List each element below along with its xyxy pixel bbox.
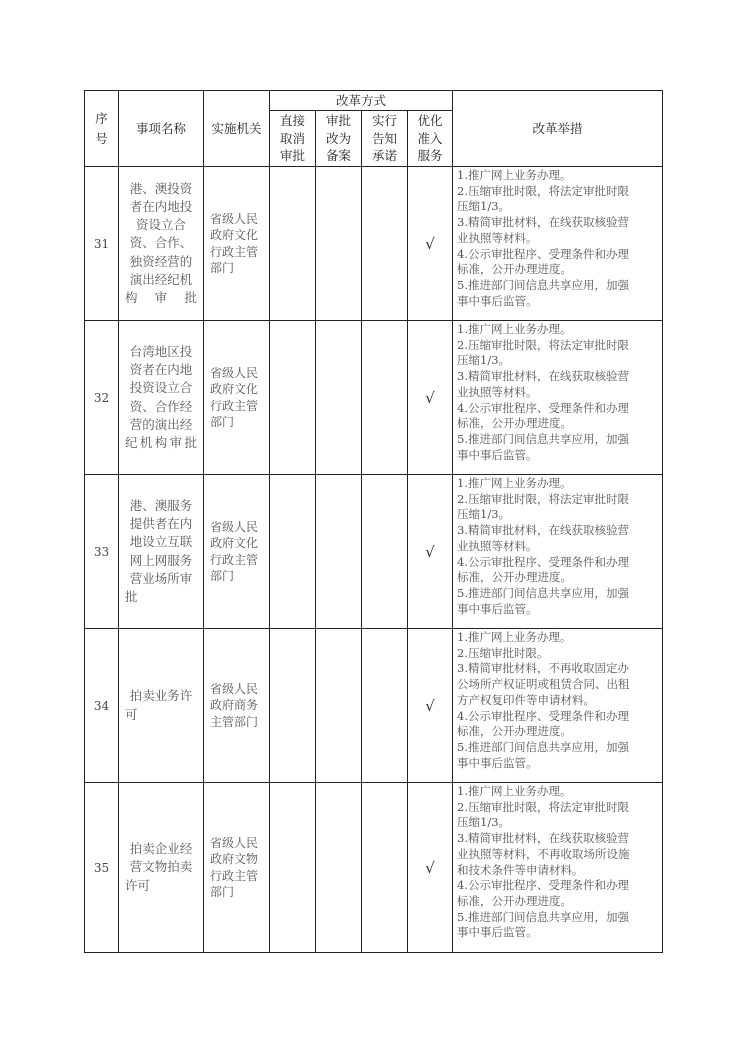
- row-agency: 省级人民政府文物行政主管部门: [204, 783, 270, 953]
- row-seq: 31: [85, 167, 119, 321]
- row-item-name: 港、澳投资者在内地投资设立合资、合作、独资经营的演出经纪机构审批: [119, 167, 204, 321]
- row-method-record: [316, 783, 362, 953]
- row-method-record: [316, 321, 362, 475]
- row-check-mark: √: [408, 167, 453, 321]
- row-method-notify: [362, 475, 408, 629]
- row-check-mark: √: [408, 321, 453, 475]
- row-item-name: 拍卖业务许可: [119, 629, 204, 783]
- header-method-cancel: 直接取消审批: [270, 111, 316, 167]
- row-method-notify: [362, 629, 408, 783]
- row-measures: 1.推广网上业务办理。 2.压缩审批时限，将法定审批时限 压缩1/3。 3.精简审批材料，在线获取核验营 业执照等材料。 4.公示审批程序、受理条件和办理 标准，公开办理进度。 5.推进部门间信息共享应用，加强 事中事后监管。: [453, 475, 663, 629]
- row-method-cancel: [270, 629, 316, 783]
- row-measures: 1.推广网上业务办理。 2.压缩审批时限，将法定审批时限 压缩1/3。 3.精简审批材料，在线获取核验营 业执照等材料。 4.公示审批程序、受理条件和办理 标准，公开办理进度。 5.推进部门间信息共享应用，加强 事中事后监管。: [453, 321, 663, 475]
- row-method-record: [316, 629, 362, 783]
- row-agency: 省级人民政府文化行政主管部门: [204, 321, 270, 475]
- header-measures: 改革举措: [453, 91, 663, 167]
- row-method-cancel: [270, 783, 316, 953]
- table-row: [85, 475, 663, 629]
- header-method-notify: 实行告知承诺: [362, 111, 408, 167]
- header-agency: 实施机关: [204, 91, 270, 167]
- row-check-mark: √: [408, 475, 453, 629]
- header-seq: 序号: [85, 91, 119, 167]
- row-method-record: [316, 475, 362, 629]
- row-measures: 1.推广网上业务办理。 2.压缩审批时限，将法定审批时限 压缩1/3。 3.精简审批材料，在线获取核验营 业执照等材料。 4.公示审批程序、受理条件和办理 标准，公开办理进度。 5.推进部门间信息共享应用，加强 事中事后监管。: [453, 167, 663, 321]
- row-agency: 省级人民政府文化行政主管部门: [204, 475, 270, 629]
- row-item-name: 拍卖企业经营文物拍卖许可: [119, 783, 204, 953]
- row-method-cancel: [270, 167, 316, 321]
- row-agency: 省级人民政府文化行政主管部门: [204, 167, 270, 321]
- row-check-mark: √: [408, 629, 453, 783]
- row-item-name: 台湾地区投资者在内地投资设立合资、合作经营的演出经纪机构审批: [119, 321, 204, 475]
- reform-table: [84, 90, 663, 953]
- row-method-notify: [362, 167, 408, 321]
- table-row: [85, 321, 663, 475]
- row-seq: 34: [85, 629, 119, 783]
- table-row: [85, 783, 663, 953]
- row-check-mark: √: [408, 783, 453, 953]
- row-method-notify: [362, 321, 408, 475]
- row-method-notify: [362, 783, 408, 953]
- table-row: [85, 167, 663, 321]
- table-row: [85, 629, 663, 783]
- row-item-name: 港、澳服务提供者在内地设立互联网上网服务营业场所审批: [119, 475, 204, 629]
- row-seq: 33: [85, 475, 119, 629]
- row-agency: 省级人民政府商务主管部门: [204, 629, 270, 783]
- row-measures: 1.推广网上业务办理。 2.压缩审批时限。 3.精简审批材料，不再收取固定办 公场所产权证明或租赁合同、出租 方产权复印件等申请材料。 4.公示审批程序、受理条件和办理 标准，公开办理进度。 5.推进部门间信息共享应用，加强 事中事后监管。: [453, 629, 663, 783]
- row-method-record: [316, 167, 362, 321]
- row-method-cancel: [270, 475, 316, 629]
- row-method-cancel: [270, 321, 316, 475]
- row-seq: 32: [85, 321, 119, 475]
- header-method-optimize: 优化准入服务: [408, 111, 453, 167]
- row-measures: 1.推广网上业务办理。 2.压缩审批时限，将法定审批时限 压缩1/3。 3.精简审批材料，在线获取核验营 业执照等材料，不再收取场所设施 和技术条件等申请材料。 4.公示审批程序、受理条件和办理 标准，公开办理进度。 5.推进部门间信息共享应用，加强 事中事后监管。: [453, 783, 663, 953]
- row-seq: 35: [85, 783, 119, 953]
- header-item-name: 事项名称: [119, 91, 204, 167]
- header-method-record: 审批改为备案: [316, 111, 362, 167]
- header-reform-method: 改革方式: [270, 91, 453, 111]
